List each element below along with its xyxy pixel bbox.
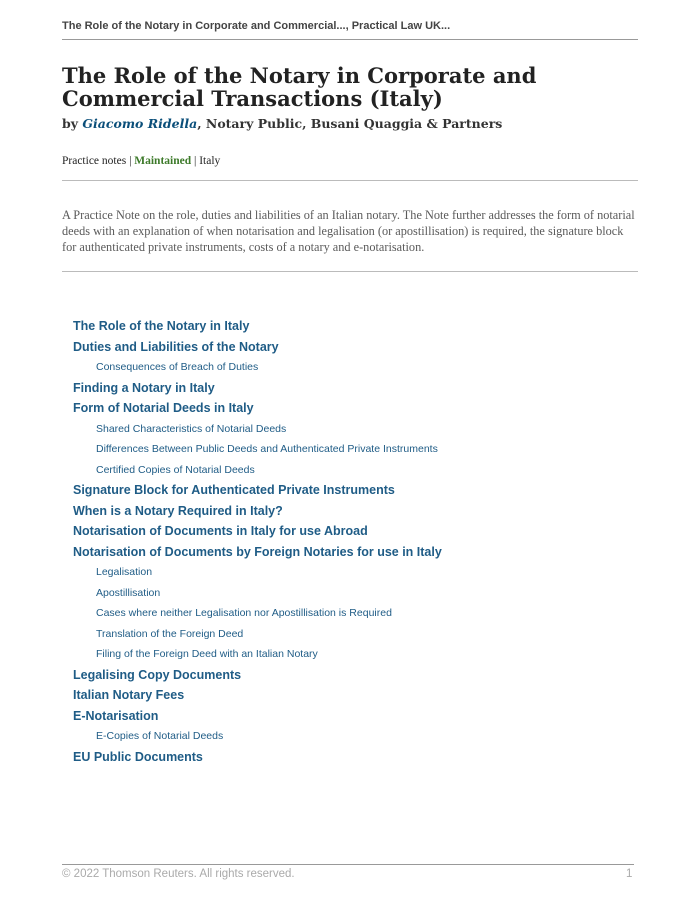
toc-section-link[interactable]: E-Notarisation: [73, 708, 159, 723]
toc-section-link[interactable]: The Role of the Notary in Italy: [73, 319, 250, 333]
divider: [62, 271, 638, 272]
abstract: A Practice Note on the role, duties and liabilities of an Italian notary. The Note further addresses the form of notarial deeds with an explanation of when notarisation and legalisation (or apostillisation) is required, the signature block for authenticated private instruments, costs of a notary and e-notarisation.: [62, 208, 635, 254]
page-number: 1: [626, 868, 633, 880]
meta-type: Practice notes: [62, 155, 127, 167]
status-badge: Maintained: [134, 155, 192, 167]
toc-subsection-link[interactable]: Cases where neither Legalisation nor Apostillisation is Required: [96, 607, 392, 619]
toc-section-link[interactable]: When is a Notary Required in Italy?: [73, 503, 283, 518]
toc-subsection-link[interactable]: Differences Between Public Deeds and Authenticated Private Instruments: [96, 443, 438, 455]
toc-section-link[interactable]: EU Public Documents: [73, 749, 203, 764]
toc-subsection-link[interactable]: Filing of the Foreign Deed with an Italian Notary: [96, 648, 318, 660]
toc-subsection-link[interactable]: Shared Characteristics of Notarial Deeds: [96, 422, 287, 435]
toc-subsection-link[interactable]: Apostillisation: [96, 586, 161, 599]
toc-section-link[interactable]: Italian Notary Fees: [73, 688, 185, 702]
document-meta: [62, 155, 220, 167]
toc-section-link[interactable]: Duties and Liabilities of the Notary: [73, 339, 279, 354]
byline: [62, 116, 642, 131]
meta-separator: |: [191, 155, 200, 167]
toc-section-link[interactable]: Signature Block for Authenticated Private Instruments: [73, 483, 395, 497]
byline-prefix: by: [62, 116, 83, 131]
author-link[interactable]: Giacomo Ridella: [82, 116, 198, 131]
table-of-contents: [73, 316, 633, 767]
toc-section-link[interactable]: Legalising Copy Documents: [73, 667, 242, 682]
toc-section-link[interactable]: Notarisation of Documents by Foreign Notaries for use in Italy: [73, 544, 442, 559]
toc-section-link[interactable]: Finding a Notary in Italy: [73, 380, 215, 395]
divider: [62, 180, 638, 181]
meta-separator: |: [126, 155, 135, 167]
toc-subsection-link[interactable]: Translation of the Foreign Deed: [96, 627, 244, 640]
toc-subsection-link[interactable]: Certified Copies of Notarial Deeds: [96, 463, 255, 476]
running-header: [62, 20, 638, 40]
meta-jurisdiction: Italy: [199, 155, 221, 167]
running-header-title: The Role of the Notary in Corporate and Commercial..., Practical Law UK...: [62, 20, 451, 32]
toc-subsection-link[interactable]: E-Copies of Notarial Deeds: [96, 730, 224, 742]
footer-copyright: © 2022 Thomson Reuters. All rights reserved.: [62, 868, 295, 880]
toc-subsection-link[interactable]: Legalisation: [96, 566, 153, 578]
byline-affiliation: , Notary Public, Busani Quaggia & Partners: [197, 116, 503, 131]
toc-subsection-link[interactable]: Consequences of Breach of Duties: [96, 361, 259, 373]
document-title: The Role of the Notary in Corporate and Commercial Transactions (Italy): [62, 63, 537, 111]
toc-section-link[interactable]: Form of Notarial Deeds in Italy: [73, 401, 254, 415]
toc-section-link[interactable]: Notarisation of Documents in Italy for use Abroad: [73, 524, 368, 538]
footer-divider: [62, 864, 634, 865]
